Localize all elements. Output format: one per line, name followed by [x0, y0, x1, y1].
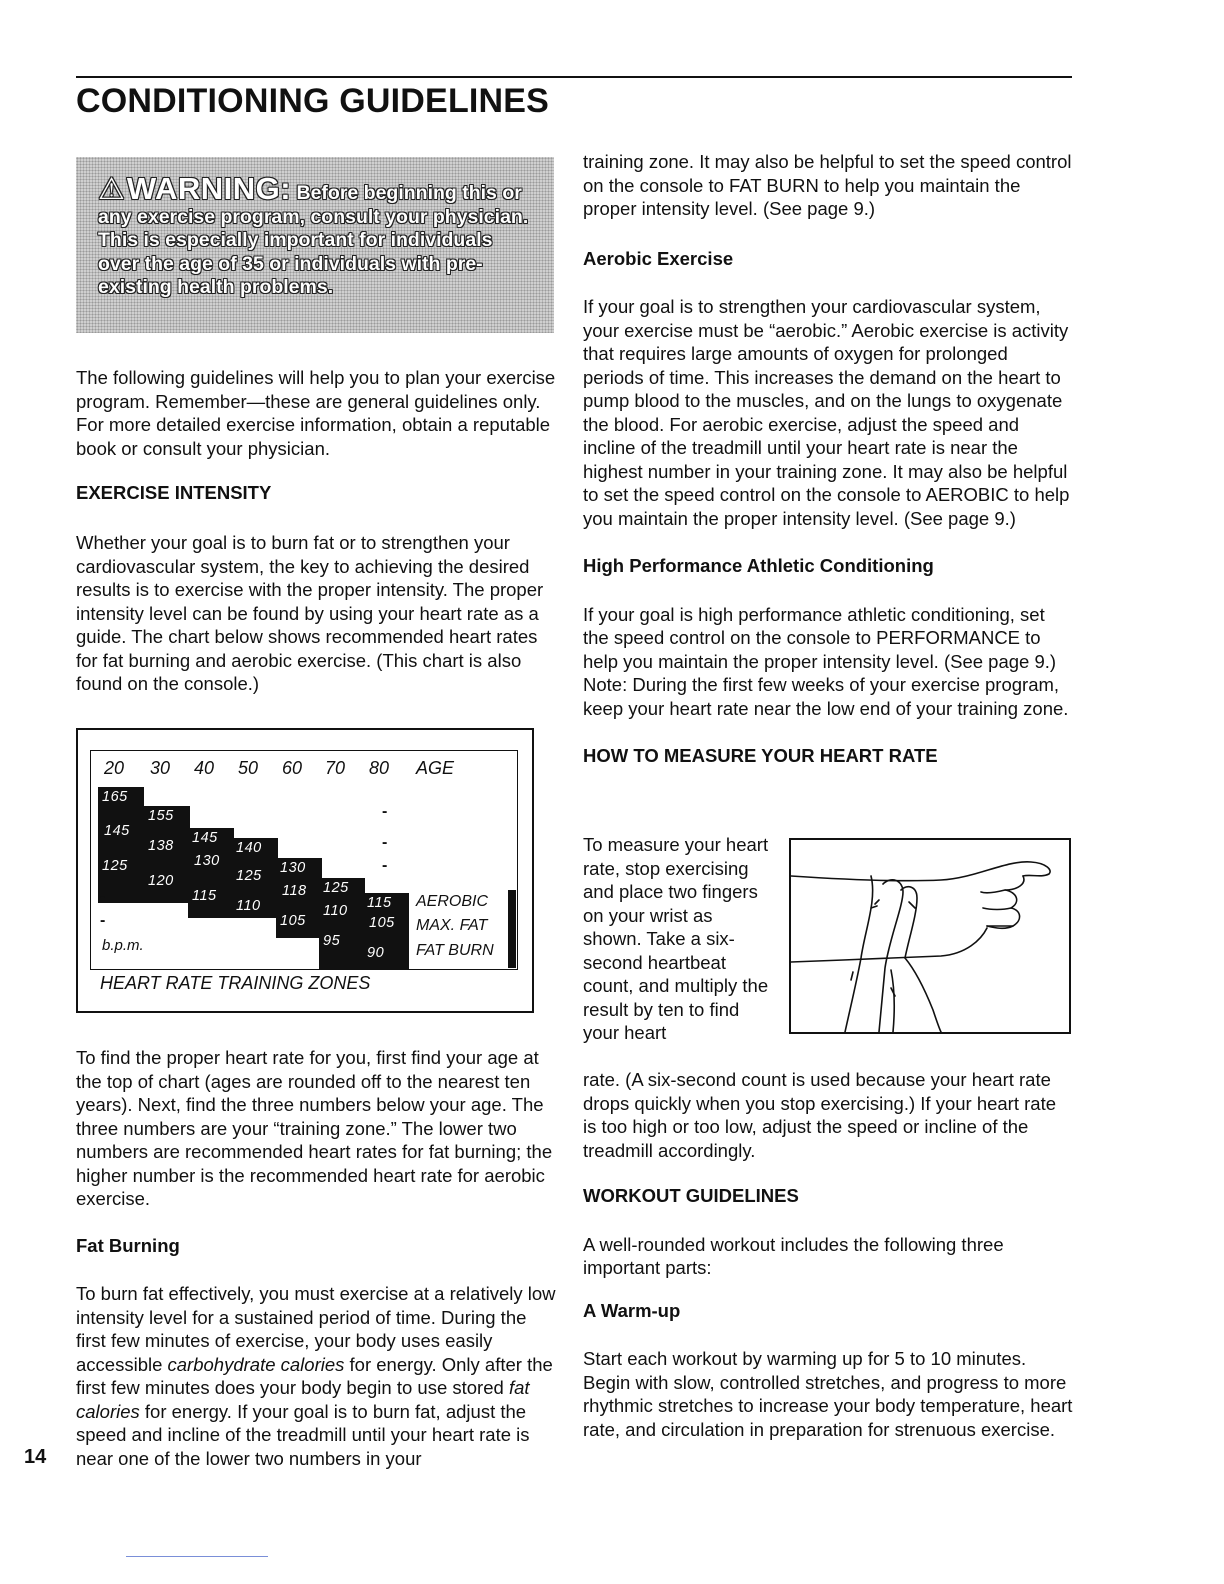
fat-burning-em-2: fat calories — [76, 1377, 530, 1422]
aerobic-value-20: 165 — [102, 789, 128, 805]
fat-burning-text-3: for energy. If your goal is to burn fat, adjust the speed and incline of the treadmill until your heart rate is near one of the lower two numbers in your — [76, 1400, 530, 1469]
fat-burning-heading: Fat Burning — [76, 1235, 180, 1256]
placeholder-dash: - — [100, 912, 106, 929]
age-tick-50: 50 — [238, 758, 259, 778]
fat-burn-value-50: 110 — [236, 898, 261, 914]
age-axis-label: AGE — [416, 758, 455, 778]
fat-burn-value-40: 115 — [192, 888, 217, 904]
warning-body: Before beginning this or any exercise program, consult your physician. This is especially important for individuals over the age of 35 or individuals with pre-existing health problems. — [98, 182, 529, 298]
placeholder-dash: - — [382, 803, 388, 820]
fat-burning-text-2: for energy. Only after the first few minutes does your body begin to use stored — [76, 1353, 553, 1398]
workout-paragraph: A well-rounded workout includes the following three important parts: — [583, 1233, 1004, 1278]
fat-burning-paragraph — [76, 1282, 556, 1470]
placeholder-dash: - — [382, 857, 388, 874]
measure-heading: HOW TO MEASURE YOUR HEART RATE — [583, 745, 938, 766]
max-fat-value-70: 110 — [323, 903, 348, 919]
find-rate-section — [76, 1046, 556, 1211]
title-rule — [76, 76, 1072, 78]
intro-section — [76, 366, 556, 460]
measure-continued: rate. (A six-second count is used because your heart rate drops quickly when you stop exercising.) If your heart rate is too high or too low, adjust the speed or incline of the treadmill accordingly. — [583, 1069, 1057, 1161]
warning-title: WARNING: — [126, 171, 292, 206]
age-tick-70: 70 — [325, 758, 346, 778]
intro-paragraph: The following guidelines will help you to plan your exercise program. Remember—these are general guidelines only. For more detailed exercise information, obtain a reputable book or consult your physician. — [76, 367, 556, 459]
fat-burning-heading-block — [76, 1234, 556, 1258]
legend-bar — [508, 890, 516, 968]
fat-burn-value-70: 95 — [323, 933, 341, 949]
legend-fat-burn: FAT BURN — [416, 942, 494, 959]
aerobic-value-70: 125 — [323, 880, 349, 896]
footer-line — [126, 1556, 268, 1557]
max-fat-value-40: 130 — [194, 853, 220, 869]
hand-on-wrist-icon — [791, 840, 1069, 1032]
age-tick-80: 80 — [369, 758, 390, 778]
warning-box — [76, 157, 554, 333]
page-number: 14 — [24, 1446, 47, 1468]
find-rate-paragraph: To find the proper heart rate for you, first find your age at the top of chart (ages are rounded off to the nearest ten years). Next, find the three numbers below your age. The three numbers are your “training zone.” The lower two numbers are recommended heart rates for fat burning; the higher number is the recommended heart rate for aerobic exercise. — [76, 1047, 553, 1209]
aerobic-heading: Aerobic Exercise — [583, 247, 734, 269]
max-fat-value-50: 125 — [236, 868, 262, 884]
fat-burning-continued: training zone. It may also be helpful to set the speed control on the console to FAT BURN to help you maintain the proper intensity level. (See page 9.) — [583, 151, 1072, 219]
age-tick-30: 30 — [150, 758, 171, 778]
warning-text — [98, 171, 538, 300]
max-fat-value-20: 145 — [104, 823, 130, 839]
fat-burning-em-1: carbohydrate calories — [167, 1353, 345, 1375]
legend-max-fat: MAX. FAT — [416, 917, 488, 934]
right-column — [583, 150, 1073, 768]
age-tick-20: 20 — [104, 758, 125, 778]
high-performance-heading: High Performance Athletic Conditioning — [583, 555, 934, 576]
bpm-label: b.p.m. — [102, 937, 144, 954]
fat-burn-value-20: 125 — [102, 858, 128, 874]
max-fat-value-80: 105 — [369, 915, 395, 931]
chart-title: HEART RATE TRAINING ZONES — [100, 973, 371, 993]
high-performance-paragraph: If your goal is high performance athletic conditioning, set the speed control on the console to PERFORMANCE to help you maintain the proper intensity level. (See page 9.) Note: During the first few weeks of your exercise program, keep your heart rate near the low end of your training zone. — [583, 603, 1069, 719]
warmup-paragraph: Start each workout by warming up for 5 to 10 minutes. Begin with slow, controlled stretches, and progress to more rhythmic stretches to increase your body temperature, heart rate, and circulation in preparation for strenuous exercise. — [583, 1348, 1073, 1440]
measure-side-text: To measure your heart rate, stop exercising and place two fingers on your wrist as shown. Take a six-second heartbeat count, and multiply the result by ten to find your heart — [583, 834, 769, 1043]
page-title: CONDITIONING GUIDELINES — [76, 82, 550, 120]
legend-aerobic: AEROBIC — [416, 893, 489, 910]
age-tick-40: 40 — [194, 758, 215, 778]
fat-burn-value-60: 105 — [280, 913, 306, 929]
placeholder-dash: - — [100, 888, 106, 905]
fat-burning-text-1: To burn fat effectively, you must exercise at a relatively low intensity level for a sustained period of time. During the first few minutes of exercise, your body uses easily accessible — [76, 1283, 556, 1375]
age-tick-60: 60 — [282, 758, 303, 778]
aerobic-value-80: 115 — [367, 895, 392, 911]
max-fat-value-30: 138 — [148, 838, 174, 854]
placeholder-dash: - — [382, 834, 388, 851]
warning-triangle-icon: ⚠ — [98, 173, 125, 206]
warmup-heading: A Warm-up — [583, 1299, 681, 1321]
aerobic-value-40: 145 — [192, 830, 218, 846]
workout-heading: WORKOUT GUIDELINES — [583, 1185, 799, 1206]
exercise-intensity-body — [76, 531, 556, 696]
fat-burning-body — [76, 1282, 556, 1470]
fat-burn-value-30: 120 — [148, 873, 174, 889]
aerobic-value-30: 155 — [148, 808, 174, 824]
workout-section — [583, 1184, 1073, 1441]
exercise-intensity-paragraph: Whether your goal is to burn fat or to strengthen your cardiovascular system, the key to achieving the desired results is to exercise with the proper intensity. The proper intensity level can be found by using your heart rate as a guide. The chart below shows recommended heart rates for fat burning and aerobic exercise. (This chart is also found on the console.) — [76, 532, 544, 694]
max-fat-value-60: 118 — [282, 883, 307, 899]
wrist-pulse-illustration — [789, 838, 1071, 1034]
exercise-intensity-heading: EXERCISE INTENSITY — [76, 482, 272, 503]
aerobic-value-60: 130 — [280, 860, 306, 876]
exercise-intensity-section — [76, 481, 556, 505]
aerobic-paragraph: If your goal is to strengthen your cardiovascular system, your exercise must be “aerobic.” Aerobic exercise is activity that requires large amounts of oxygen for prolonged periods of time. This increases the demand on the heart to pump blood to the muscles, and on the lungs to oxygenate the blood. For aerobic exercise, adjust the speed and incline of the treadmill until your heart rate is near the highest number in your training zone. It may also be helpful to set the speed control on the console to AEROBIC to help you maintain the proper intensity level. (See page 9.) — [583, 296, 1070, 529]
fat-burn-value-80: 90 — [367, 945, 385, 961]
aerobic-value-50: 140 — [236, 840, 262, 856]
